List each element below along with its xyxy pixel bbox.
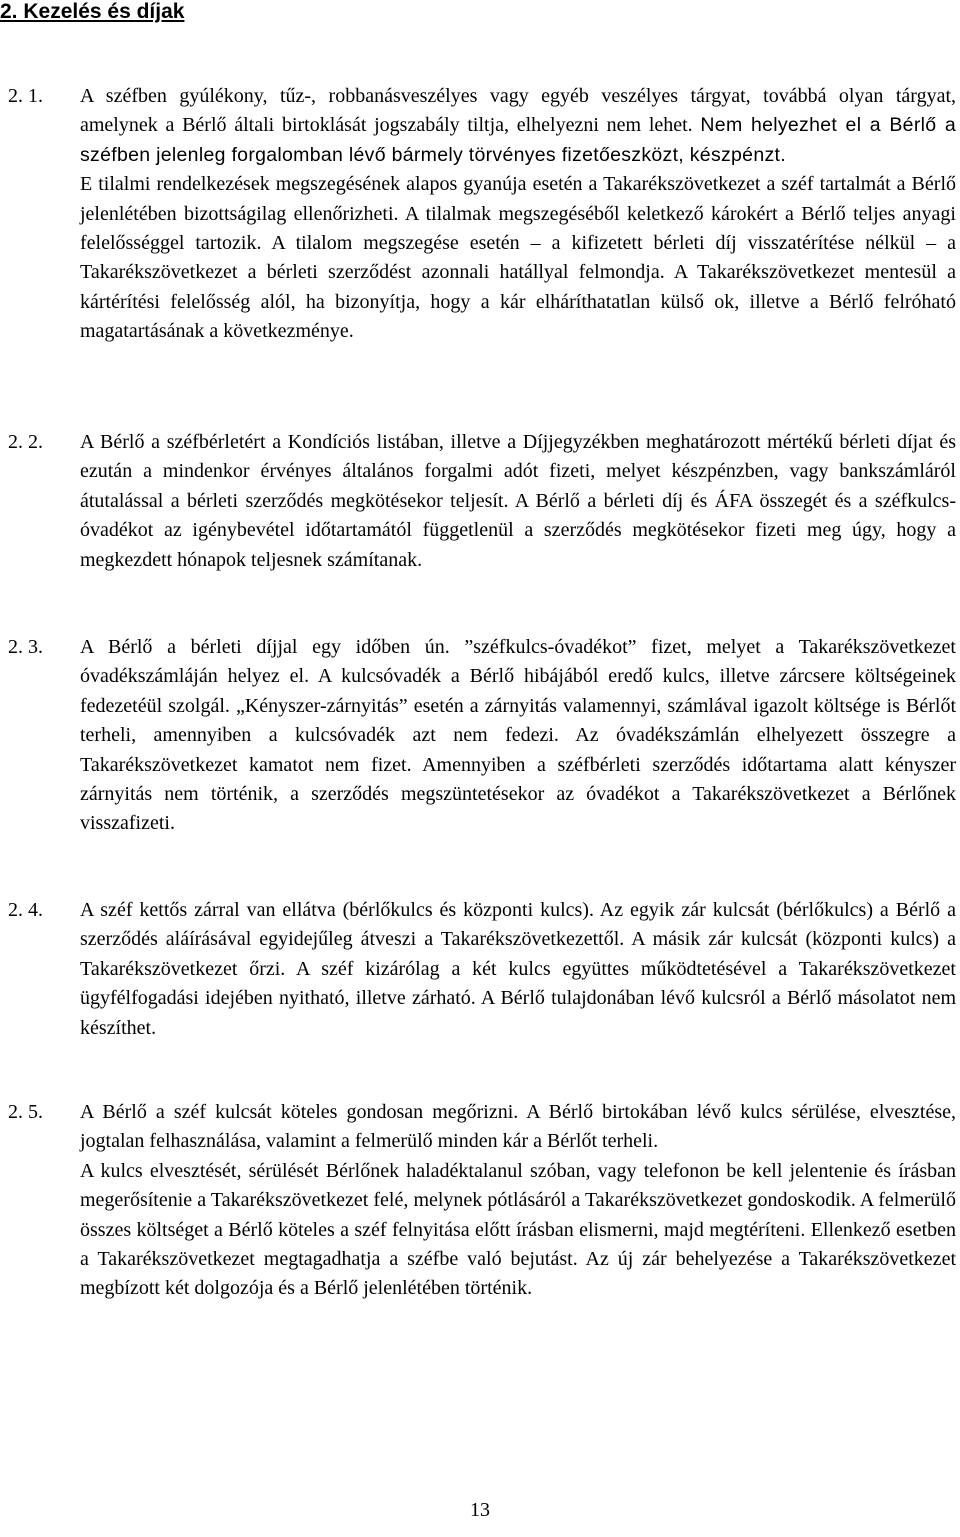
paragraph-2-4 [0, 896, 960, 1043]
paragraph-2-3 [0, 633, 960, 839]
section-heading: 2. Kezelés és díjak [0, 0, 185, 23]
paragraph-text: A kulcs elvesztését, sérülését Bérlőnek haladéktalanul szóban, vagy telefonon be kell jelentenie és írásban megerősítenie a Takarékszövetkezet felé, melynek pótlásáról a Takarékszövetkezet gondoskodik. A felmerülő összes költséget a Bérlő köteles a széf felnyitása előtt írásban elismerni, majd megtéríteni. Ellenkező esetben a Takarékszövetkezet megtagadhatja a széfbe való bejutást. Az új zár behelyezése a Takarékszövetkezet megbízott két dolgozója és a Bérlő jelenlétében történik. [80, 1159, 956, 1300]
paragraph-body [80, 896, 956, 1043]
paragraph-text-sans: Nem helyezhet el a Bérlő a széfben jelenleg forgalomban lévő bármely törvényes fizetőeszközt, készpénzt. [80, 114, 956, 166]
paragraph-2-1 [0, 82, 960, 347]
paragraph-number: 2. 3. [8, 636, 43, 658]
paragraph-number: 2. 5. [8, 1101, 43, 1123]
page-number: 13 [470, 1499, 490, 1521]
paragraph-2-5 [0, 1098, 960, 1304]
paragraph-text: A Bérlő a széfbérletért a Kondíciós listában, illetve a Díjjegyzékben meghatározott mértékű bérleti díjat és ezután a mindenkor érvényes általános forgalmi adót fizeti, melyet készpénzben, vagy bankszámláról átutalással a bérleti szerződés megkötésekor teljesít. A Bérlő a bérleti díj és ÁFA összegét és a széfkulcs-óvadékot az igénybevétel időtartamától függetlenül a szerződés megkötésekor fizeti meg úgy, hogy a megkezdett hónapok teljesnek számítanak. [80, 431, 956, 571]
paragraph-number: 2. 1. [8, 85, 43, 107]
paragraph-text: A széf kettős zárral van ellátva (bérlőkulcs és központi kulcs). Az egyik zár kulcsát (bérlőkulcs) a Bérlő a szerződés aláírásával egyidejűleg átveszi a Takarékszövetkezettől. A másik zár kulcsát (központi kulcs) a Takarékszövetkezet őrzi. A széf kizárólag a két kulcs együttes működtetésével a Takarékszövetkezet ügyfélfogadási idejében nyitható, illetve zárható. A Bérlő tulajdonában lévő kulcsról a Bérlő másolatot nem készíthet. [80, 899, 956, 1039]
paragraph-number: 2. 4. [8, 899, 43, 921]
paragraph-text-part: A széfben gyúlékony, tűz-, robbanásveszélyes vagy egyéb veszélyes tárgyat, továbbá olyan tárgyat, amelynek a Bérlő általi birtoklását jogszabály tiltja, elhelyezni nem lehet. [80, 85, 956, 137]
paragraph-body [80, 428, 956, 575]
paragraph-body [80, 633, 956, 839]
paragraph-number: 2. 2. [8, 431, 43, 453]
paragraph-text: E tilalmi rendelkezések megszegésének alapos gyanúja esetén a Takarékszövetkezet a széf tartalmát a Bérlő jelenlétében bizottságilag ellenőrizheti. A tilalmak megszegéséből keletkező károkért a Bérlő teljes anyagi felelősséggel tartozik. A tilalom megszegése esetén – a kifizetett bérleti díj visszatérítése nélkül – a Takarékszövetkezet a bérleti szerződést azonnali hatállyal felmondja. A Takarékszövetkezet mentesül a kártérítési felelősség alól, ha bizonyítja, hogy a kár elháríthatatlan külső ok, illetve a Bérlő felróható magatartásának a következménye. [80, 173, 956, 343]
paragraph-2-2 [0, 428, 960, 575]
paragraph-text: A Bérlő a széf kulcsát köteles gondosan megőrizni. A Bérlő birtokában lévő kulcs sérülése, elvesztése, jogtalan felhasználása, valamint a felmerülő minden kár a Bérlőt terheli. [80, 1101, 956, 1153]
paragraph-text: A Bérlő a bérleti díjjal egy időben ún. ”széfkulcs-óvadékot” fizet, melyet a Takarékszövetkezet óvadékszámláján helyez el. A kulcsóvadék a Bérlő hibájából eredő kulcs, illetve zárcsere költségeinek fedezetéül szolgál. „Kényszer-zárnyitás” esetén a zárnyitás valamennyi, számlával igazolt költsége is Bérlőt terheli, amennyiben a kulcsóvadék azt nem fedezi. Az óvadékszámlán elhelyezett összegre a Takarékszövetkezet kamatot nem fizet. Amennyiben a széfbérleti szerződés időtartama alatt kényszer zárnyitás nem történik, a szerződés megszüntetésekor az óvadékot a Takarékszövetkezet a Bérlőnek visszafizeti. [80, 636, 956, 835]
paragraph-body [80, 1098, 956, 1304]
paragraph-text [80, 82, 956, 170]
paragraph-body [80, 82, 956, 347]
